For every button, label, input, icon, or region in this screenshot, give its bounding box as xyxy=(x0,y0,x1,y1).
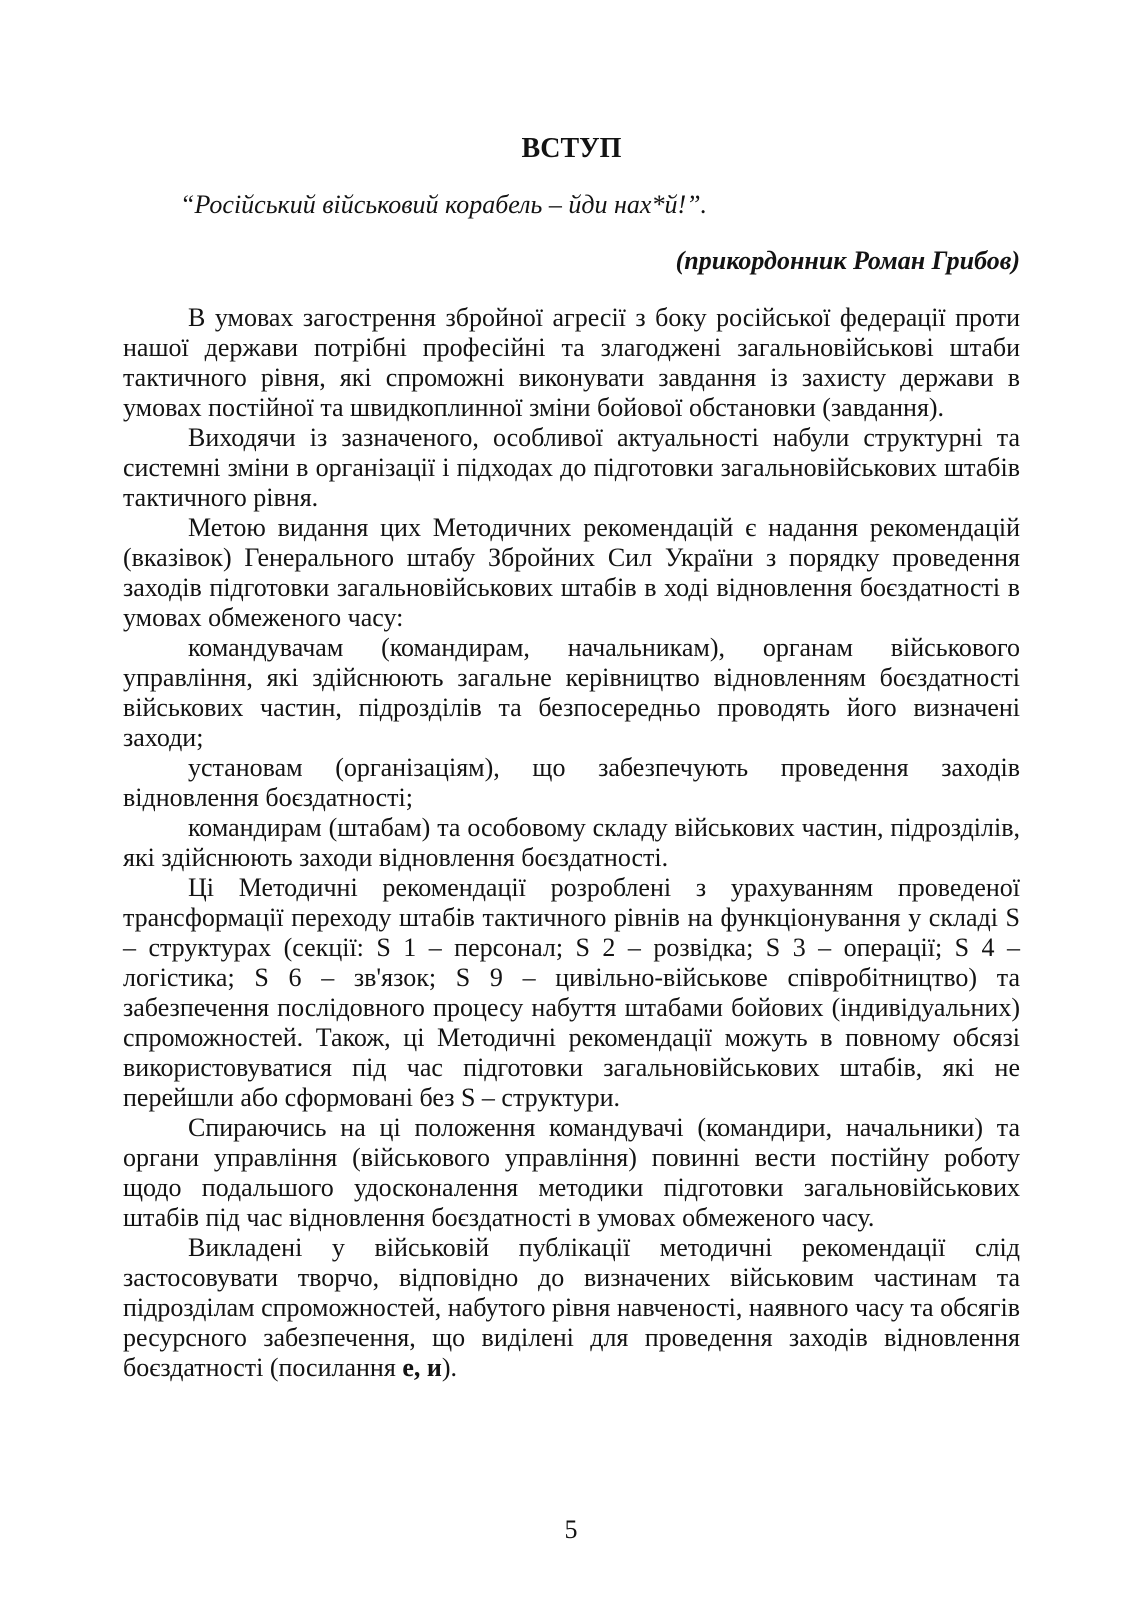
paragraph-9-text: Викладені у військовій публікації методичні рекомендації слід застосовувати творчо, відповідно до визначених військовим частинам та підрозділам спроможностей, набутого рівня навченості, наявного часу та обсягів ресурсного забезпечення, що виділені для проведення заходів відновлення боєздатності (посилання xyxy=(123,1233,1020,1382)
paragraph-7: Ці Методичні рекомендації розроблені з урахуванням проведеної трансформації переходу штабів тактичного рівнів на функціонування у складі S – структурах (секції: S 1 – персонал; S 2 – розвідка; S 3 – операції; S 4 – логістика; S 6 – зв'язок; S 9 – цивільно-військове співробітництво) та забезпечення послідовного процесу набуття штабами бойових (індивідуальних) спроможностей. Також, ці Методичні рекомендації можуть в повному обсязі використовуватися під час підготовки загальновійськових штабів, які не перейшли або сформовані без S – структури. xyxy=(123,873,1020,1112)
paragraph-1: В умовах загострення збройної агресії з боку російської федерації проти нашої держави потрібні професійні та злагоджені загальновійськові штаби тактичного рівня, які спроможні виконувати завдання із захисту держави в умовах постійної та швидкоплинної зміни бойової обстановки (завдання). xyxy=(123,303,1020,422)
paragraph-9 xyxy=(123,1233,1020,1383)
paragraph-9-closing: ). xyxy=(441,1353,458,1382)
paragraph-2: Виходячи із зазначеного, особливої актуальності набули структурні та системні зміни в організації і підходах до підготовки загальновійськових штабів тактичного рівня. xyxy=(123,423,1020,512)
page-title: ВСТУП xyxy=(521,133,622,164)
paragraph-6: командирам (штабам) та особовому складу військових частин, підрозділів, які здійснюють заходи відновлення боєздатності. xyxy=(123,813,1020,872)
paragraph-8: Спираючись на ці положення командувачі (командири, начальники) та органи управління (військового управління) повинні вести постійну роботу щодо подальшого удосконалення методики підготовки загальновійськових штабів під час відновлення боєздатності в умовах обмеженого часу. xyxy=(123,1113,1020,1232)
paragraph-9-bold-references: е, и xyxy=(402,1353,442,1382)
epigraph-quote: “Російський військовий корабель – йди нах*й!”. xyxy=(180,190,708,219)
epigraph-attribution: (прикордонник Роман Грибов) xyxy=(675,246,1020,275)
paragraph-4: командувачам (командирам, начальникам), органам військового управління, які здійснюють загальне керівництво відновленням боєздатності військових частин, підрозділів та безпосередньо проводять його визначені заходи; xyxy=(123,633,1020,752)
page-number: 5 xyxy=(564,1515,578,1544)
paragraph-5: установам (організаціям), що забезпечують проведення заходів відновлення боєздатності; xyxy=(123,753,1020,812)
paragraph-3: Метою видання цих Методичних рекомендацій є надання рекомендацій (вказівок) Генерального штабу Збройних Сил України з порядку проведення заходів підготовки загальновійськових штабів в ході відновлення боєздатності в умовах обмеженого часу: xyxy=(123,513,1020,632)
document-body xyxy=(123,303,1020,1383)
